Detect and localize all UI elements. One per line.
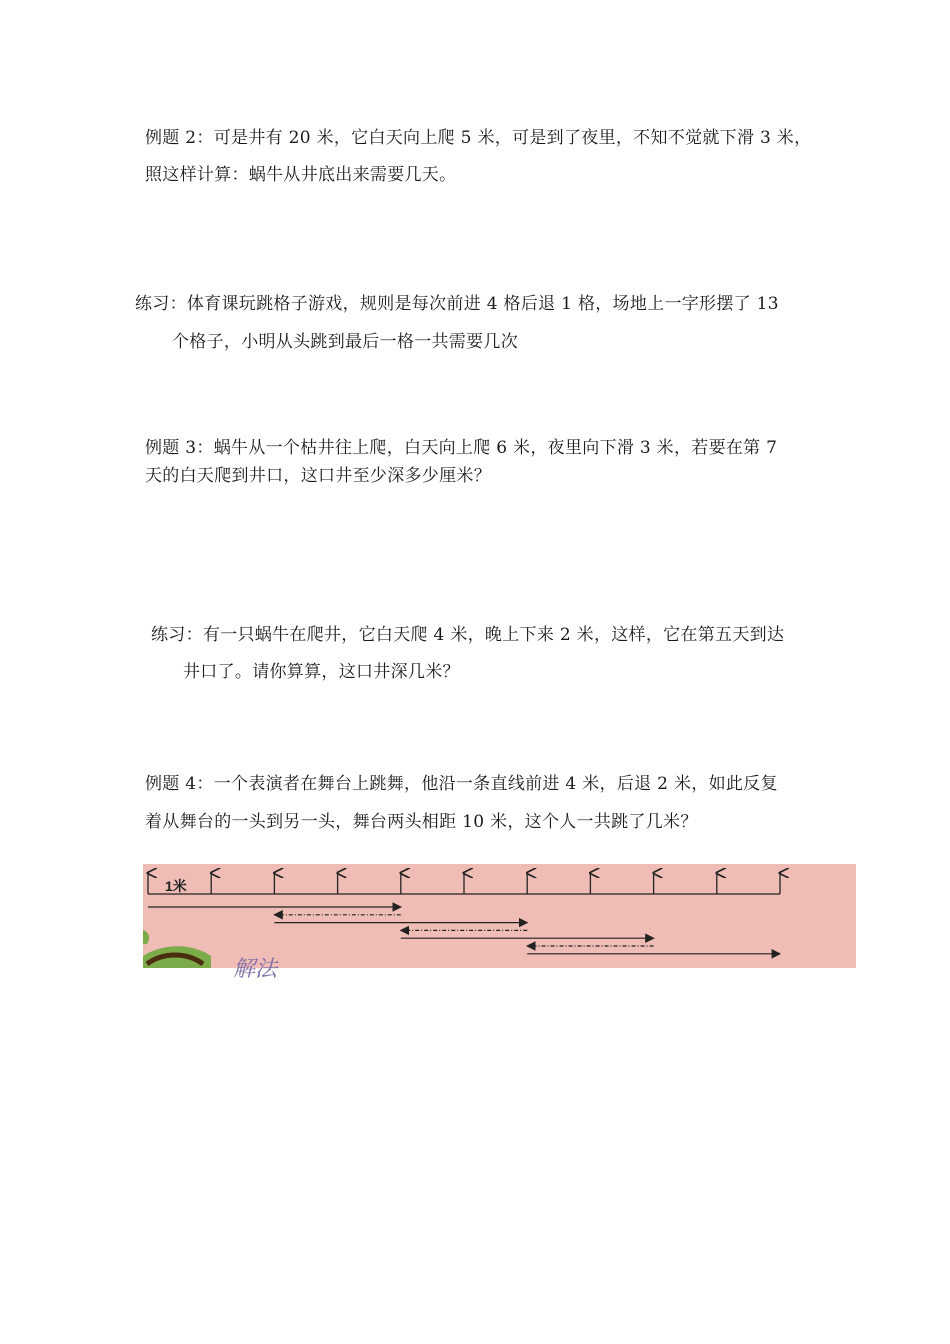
meter-ruler	[148, 873, 780, 894]
exercise-1-line-1: 练习：体育课玩跳格子游戏，规则是每次前进 4 格后退 1 格，场地上一字形摆了 13	[135, 294, 779, 314]
decoration-leaf	[143, 930, 149, 944]
example-4-line-2: 着从舞台的一头到另一头，舞台两头相距 10 米，这个人一共跳了几米？	[145, 812, 698, 832]
exercise-2-line-1: 练习：有一只蜗牛在爬井，它白天爬 4 米，晚上下来 2 米，这样，它在第五天到达	[151, 625, 785, 645]
dance-steps-figure	[143, 864, 856, 982]
unit-label: 1米	[165, 878, 187, 894]
exercise-1-line-2: 个格子，小明从头跳到最后一格一共需要几次	[172, 332, 518, 352]
caption-fragment: 解法	[233, 957, 278, 982]
example-4-line-1: 例题 4：一个表演者在舞台上跳舞，他沿一条直线前进 4 米，后退 2 米，如此反复	[145, 774, 778, 794]
moves-layer	[148, 907, 780, 954]
steps-diagram	[143, 864, 856, 982]
example-2-line-2: 照这样计算：蜗牛从井底出来需要几天。	[145, 165, 457, 185]
example-2-line-1: 例题 2：可是井有 20 米，它白天向上爬 5 米，可是到了夜里，不知不觉就下滑 3 米，	[145, 128, 812, 148]
example-3-line-2: 天的白天爬到井口，这口井至少深多少厘米？	[145, 466, 491, 486]
exercise-2-line-2: 井口了。请你算算，这口井深几米？	[183, 662, 460, 682]
example-3-line-1: 例题 3：蜗牛从一个枯井往上爬，白天向上爬 6 米，夜里向下滑 3 米，若要在第 7	[145, 438, 778, 458]
